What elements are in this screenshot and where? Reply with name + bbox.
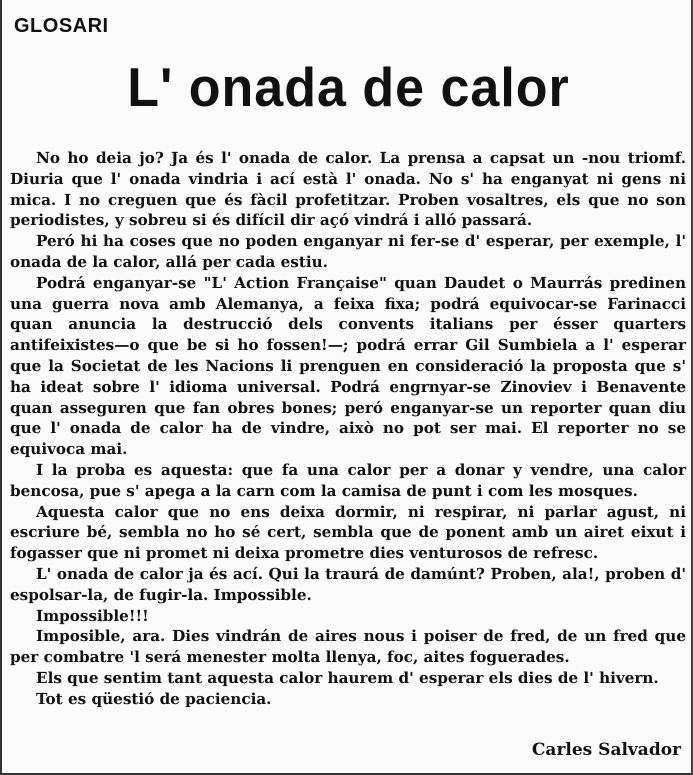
paragraph-9: Els que sentim tant aquesta calor haurem d' esperar els dies de l' hivern.	[36, 668, 659, 687]
paragraph-8: Imposible, ara. Dies vindrán de aires nous i poiser de fred, de un fred que per combatre 'l será menester molta llenya, foc, aites foguerades.	[10, 627, 686, 667]
paragraph-4: I la proba es aquesta: que fa una calor per a donar y vendre, una calor bencosa, pue s' apega a la carn com la camisa de punt i com les mosques.	[10, 460, 686, 500]
article-title: L' onada de calor	[127, 57, 570, 119]
paragraph-5: Aquesta calor que no ens deixa dormir, ni respirar, ni parlar agust, ni escriure bé, sembla no ho sé cert, sembla que de ponent amb un airet eixut i fogasser que ni promet ni deixa prometre dies venturosos de refresc.	[10, 502, 686, 563]
paragraph-7: Impossible!!!	[36, 606, 149, 625]
author-signature: Carles Salvador	[531, 740, 681, 760]
paragraph-6: L' onada de calor ja és ací. Qui la traurá de damúnt? Proben, ala!, proben d' espolsar-la, de fugir-la. Impossible.	[10, 564, 686, 604]
paragraph-2: Peró hi ha coses que no poden enganyar ni fer-se d' esperar, per exemple, l' onada de la calor, allá per cada estiu.	[10, 232, 686, 271]
section-label: GLOSARI	[14, 15, 109, 37]
paragraph-3: Podrá enganyar-se "L' Action Française" quan Daudet o Maurrás predinen una guerra nova amb Alemanya, a feixa fixa; podrá equivocar-se Farinacci quan anuncia la destrucció dels convents italians per ésser quarters antifeixistes—o que be si ho fossen!—; podrá errar Gil Sumbiela a l' esperar que la Societat de les Nacions li prenguen en consideració la proposta que s' ha ideat sobre l' idioma universal. Podrá engrnyar-se Zinoviev i Benavente quan asseguren que fan obres bones; peró enganyar-se un reporter quan diu que l' onada de calor ha de vindre, això no pot ser mai. El reporter no se equivoca mai.	[10, 273, 686, 459]
paragraph-10: Tot es qüestió de paciencia.	[36, 689, 272, 708]
article-body	[10, 148, 686, 710]
paragraph-1: No ho deia jo? Ja és l' onada de calor. La prensa a capsat un -nou triomf. Diuria que l' onada vindria i ací està l' onada. No s' ha enganyat ni gens ni mica. I no creguen que és fàcil profetitzar. Proben vosaltres, els que no son periodistes, y sobreu si és difícil dir açó vindrá i alló passará.	[10, 149, 686, 230]
